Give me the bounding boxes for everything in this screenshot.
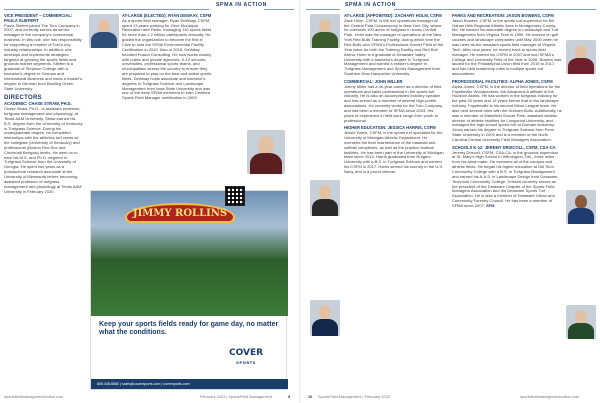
cover-sports-logo — [215, 349, 277, 371]
left-section-title: SPMA IN ACTION — [216, 2, 267, 8]
photo-body — [312, 319, 337, 336]
directors-heading: DIRECTORS — [4, 95, 42, 102]
photo-body — [568, 323, 593, 339]
parks-recreation-heading: PARKS AND RECREATION: JASON BOWERS, CSFM — [452, 13, 554, 18]
photo-face — [319, 185, 331, 200]
alpha-jones-photo — [566, 190, 596, 224]
ad-logo-sub: SPORTS — [236, 360, 256, 365]
right-footer-issue-date: February 2023 — [364, 394, 390, 399]
ad-contact-bar: 800.445.6680 | sales@coversports.com | coversports.com — [91, 379, 288, 389]
right-footer-site[interactable]: sportsfieldmanagementonline.com — [520, 394, 580, 399]
schools-k12-heading: SCHOOLS K-12: JEREMY DRISCOLL, CSFM, CSA-CA — [452, 144, 556, 150]
photo-face — [319, 19, 331, 33]
academic-director-heading: ACADEMIC: CHASE STRAW, PH.D. — [4, 101, 72, 107]
left-page-number: 9 — [288, 394, 291, 399]
left-footer-issue-date: February 2023 — [200, 394, 226, 399]
at-large-elected-bio: As a sports field manager, Ryan DeWaay, CSFM, spent 13 years working for Clive Municipal Recreation and Parks, managing 110 sports fields for more than 1.2 million participants annually. He guided the organization to become the first in Clive to hold the SFMA Environmental Facility Certification in 2010. Also in 2018, DeWaay founded Fusion Consulting. He now works closely with public and private agencies, K-12 schools, universities, professional sports teams, and municipalities across the country to ensure they are prepared to play on the best and safest sports fields. DeWaay holds associate and bachelor's degrees in Turfgrass Science and Landscape Management from Iowa State University and was one of the early SFMA members to earn Certified Sports Field Manager certification in 2009. — [122, 17, 212, 101]
jeremy-driscoll-photo — [566, 305, 596, 339]
chase-straw-photo — [247, 130, 285, 174]
photo-face — [98, 19, 110, 33]
commercial-director-bio: Jimmy Miller has a 40-year career as a director of field operations and sales professional in the sports turf industry. He is also an accomplished industry speaker and has served as a member of several high-profile associations. He currently works for the Toro Company, and has been a member of SFMA since 2003. His years of experience in field work range from youth to professional. — [344, 83, 443, 123]
ad-headline: Keep your sports fields ready for game day, no matter what the conditions. — [99, 321, 279, 336]
jason-bowers-photo — [566, 40, 596, 74]
at-large-appointed-bio: Zack Holm, CSFM, is the turf operations manager at the Central Park Conservancy in New York City, where he oversees 100 acres of turfgrass in iconic Central Park. Holm was the manager of operations at the New York Red Bulls Training Facility, during which time the Red Bulls won SFMA's Professional Soccer Field of the Year twice for both the Training Facility and Red Bull Arena. Holm is a graduate of Delaware Valley University with a bachelor's degree in Turfgrass Management and earned a master's degree in Turfgrass Management and Sports Management from Southern New Hampshire University. — [344, 17, 444, 77]
photo-body — [312, 32, 337, 48]
photo-face — [575, 195, 587, 209]
professional-facilities-bio: Alpha Jones, CSFM, is the director of field operations for the Fayetteville Woodpeckers, the Advanced-A affiliate of the Houston Astros. He has worked in the turfgrass industry for the past 20 years and 12 years before that in the landscape industry. Fayetteville is his second Minor League team. He also held several roles with the Durham Bulls. Additionally, he was a member of Wakefield Soccer Park, assistant athletic director of athletic facilities for Longwood University, and managed the high school sports turf at Durham Academy. Jones earned his degree in Turfgrass Science from Penn State University in 2009 and is a member of the North Carolina Central University Field Managers Association. — [452, 83, 562, 142]
right-page-number: 10 — [308, 394, 313, 399]
page-gutter — [299, 0, 301, 403]
photo-body — [250, 153, 282, 174]
photo-body — [568, 208, 593, 224]
photo-body — [568, 58, 593, 74]
schools-k12-bio: Jeremy Driscoll, CSFM, CSA-CA, is the grounds supervisor at St. Mary's High School in Wilmington, Del., three miles from his alma mater. He oversees all of the campus and athletic fields. He began his higher education at Del Tech Community College with a B.S. in Turfgrass Management and earned his A.A.S. in Landscape Design from Delaware Technical Community College. Driscoll currently serves as the president of the Delaware Chapter of the Sports Field Managers Association and the Delaware Sports Turf Association. He is also a member of Delaware Urban and Community Forestry Council. He has been a member of SFMA since 2007. SFM — [452, 149, 559, 208]
photo-body — [91, 32, 116, 48]
vp-commercial-heading: VICE PRESIDENT – COMMERCIAL: PAULA SLIEFERT — [4, 13, 73, 23]
photo-face — [258, 136, 273, 154]
photo-face — [575, 310, 587, 324]
jessica-harris-photo — [310, 300, 340, 336]
cover-sports-advertisement[interactable] — [90, 190, 287, 390]
john-miller-photo — [310, 180, 340, 216]
qr-code-icon[interactable] — [225, 186, 245, 206]
right-footer-magazine: SportsField Management — [318, 394, 362, 399]
left-banner-rule-a — [4, 9, 209, 10]
right-page-column-1 — [344, 14, 444, 178]
right-footer-issue: SportsField Management | February 2023 — [318, 394, 390, 399]
zachary-holm-photo — [310, 14, 340, 48]
left-footer-site[interactable]: sportsfieldmanagementonline.com — [4, 394, 64, 399]
parks-recreation-bio: Jason Bowers, CSFM, is the sports turf supervisor for the Gahan Hills Regional Athletic Area in Montgomery County, Md. He earned his associate degree in Landscape and Turf Management from Virginia Tech in 1999. He worked on golf courses and landscape companies until May 2000 when he was hired as the assistant sports field manager at Virginia Tech. After nine years, he moved back to sports field manager. He earned his CSFM in 2007 and won SFMA's College and University Field of the Year in 2006. Bowers was lauded for the Philadelphia Union field from 2015 to 2017, and has held leadership roles in multiple sports turf associations. — [452, 17, 562, 77]
academic-director-bio: Chase Straw, Ph.D., is assistant professor, turfgrass management and physiology, at Texas A&M University. Straw earned his B.S. degree from the University of Kentucky in Turfgrass Science. During his undergraduate degree, he completed internships with the athletics turf crews at the collegiate (University of Kentucky) and professional (Boston Red Sox and Cincinnati Bengals) levels. He went on to earn his M.S. and Ph.D. degrees in Turfgrass Science from the University of Georgia. He spent two years as a postdoctoral research associate at the University of Minnesota before becoming assistant professor of turfgrass management and physiology at Texas A&M University in February 2020. — [4, 106, 83, 194]
vp-commercial-bio: Paula Sliefert joined The Toro Company in 2007, and currently serves as senior manager in the company's commercial business. In this role, she has responsibility for supporting a number of Toro's key industry relationships. In addition, she develops and implements strategies targeted at growing the sports fields and grounds market segments. Sliefert is a graduate of Simpson College with a bachelor's degree in German and International Business and holds a master's degree in German from Bowling Green State University. — [4, 22, 83, 91]
right-section-title: SPMA IN ACTION — [345, 2, 396, 8]
right-banner-rule-b — [394, 9, 596, 10]
ryan-dewaay-photo — [89, 14, 119, 48]
photo-body — [312, 199, 337, 216]
higher-education-bio: Jessie Harris, CSFM, is the sports turf specialist for the University of Michigan Athletic Department. He oversees the field maintenance of the baseball and softball complexes, as well as the practice football facilities. He has been part of the University of Michigan team since 2014. Harris graduated from Rutgers University with a B.S. in Turfgrass Science and earned his CSFM in 2017. Harris served his country in the U.S. Navy, and is a proud veteran. — [344, 130, 444, 175]
higher-education-heading: HIGHER EDUCATION: JESSICA HARRIS, CSFM — [344, 125, 436, 131]
professional-facilities-heading: PROFESSIONAL FACILITIES: ALPHA JONES, CSFM — [452, 78, 553, 84]
left-banner-rule-b — [264, 9, 294, 10]
photo-face — [319, 305, 331, 320]
left-page-column-2 — [122, 14, 212, 104]
photo-face — [575, 45, 587, 59]
ad-stadium-sign: JIMMY ROLLINS — [125, 203, 235, 223]
left-footer-issue: February 2023 | SportsField Management — [200, 394, 272, 399]
commercial-director-heading: COMMERCIAL: JOHN MILLER — [344, 78, 403, 84]
left-page-column-1 — [4, 14, 84, 197]
right-page-column-2 — [452, 14, 562, 212]
end-mark: SFM — [485, 202, 495, 208]
at-large-elected-heading: AT-LARGE (ELECTED): RYAN DEWAAY, CSFM — [122, 13, 212, 18]
at-large-appointed-heading: AT-LARGE (APPOINTED): ZACHARY HOLM, CSFM — [344, 13, 442, 18]
ad-stadium-image — [91, 191, 288, 316]
left-footer-magazine: SportsField Management — [228, 394, 272, 399]
ad-logo-main: COVER — [228, 348, 264, 358]
right-banner-rule-a — [306, 9, 340, 10]
